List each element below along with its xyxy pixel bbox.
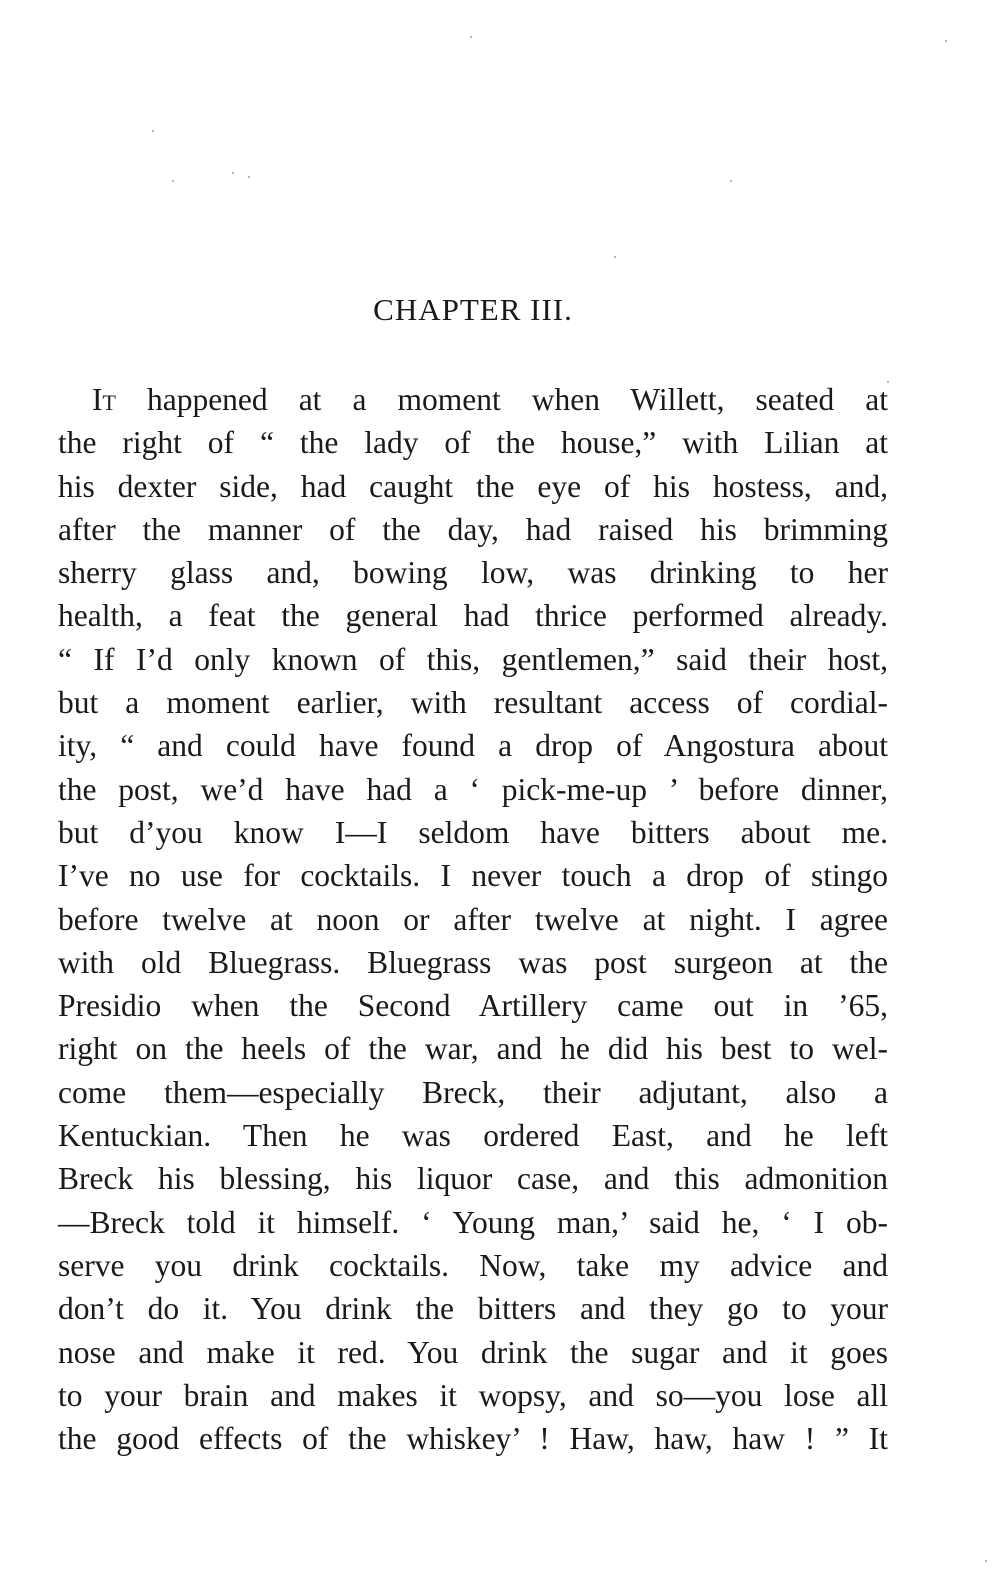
chapter-title: CHAPTER III.	[373, 292, 573, 327]
text-line: ity, “ and could have found a drop of Angostura about	[58, 728, 888, 764]
scan-speck	[172, 180, 174, 182]
scan-speck	[232, 172, 234, 174]
text-line: come them—especially Breck, their adjutant, also a	[58, 1074, 888, 1110]
text-line: nose and make it red. You drink the sugar and it goes	[58, 1334, 888, 1370]
text-line: Kentuckian. Then he was ordered East, and he left	[58, 1118, 888, 1154]
text-line	[58, 378, 888, 421]
scan-speck	[248, 176, 250, 178]
chapter-body	[58, 378, 888, 1460]
text-line: to your brain and makes it wopsy, and so—you lose all	[58, 1377, 888, 1413]
text-line: serve you drink cocktails. Now, take my advice and	[58, 1247, 888, 1283]
lead-word: It	[92, 382, 116, 417]
text-line: before twelve at noon or after twelve at night. I agree	[58, 901, 888, 937]
text-line: after the manner of the day, had raised his brimming	[58, 511, 888, 547]
text-line: Breck his blessing, his liquor case, and this admonition	[58, 1161, 888, 1197]
text-line: with old Bluegrass. Bluegrass was post surgeon at the	[58, 944, 888, 980]
text-line: —Breck told it himself. ‘ Young man,’ said he, ‘ I ob-	[58, 1204, 888, 1240]
text-line: Presidio when the Second Artillery came out in ’65,	[58, 988, 888, 1024]
text-line: I’ve no use for cocktails. I never touch a drop of stingo	[58, 858, 888, 894]
text-line: but a moment earlier, with resultant access of cordial-	[58, 685, 888, 721]
scan-speck	[985, 1560, 987, 1562]
text-line: right on the heels of the war, and he did his best to wel-	[58, 1031, 888, 1067]
text-line: sherry glass and, bowing low, was drinking to her	[58, 555, 888, 591]
scan-speck	[730, 180, 732, 182]
text-line: but d’you know I—I seldom have bitters about me.	[58, 814, 888, 850]
text-line: the post, we’d have had a ‘ pick-me-up ’ before dinner,	[58, 771, 888, 807]
scan-speck	[152, 130, 154, 132]
scan-speck	[945, 40, 947, 42]
text-line: health, a feat the general had thrice performed already.	[58, 598, 888, 634]
text-line: his dexter side, had caught the eye of his hostess, and,	[58, 468, 888, 504]
scan-speck	[470, 36, 472, 38]
text-line: don’t do it. You drink the bitters and they go to your	[58, 1291, 888, 1327]
text-line: the right of “ the lady of the house,” with Lilian at	[58, 425, 888, 461]
text-line-content: happened at a moment when Willett, seated at	[146, 382, 888, 417]
scan-speck	[614, 256, 616, 258]
text-line: the good effects of the whiskey’ ! Haw, haw, haw ! ” It	[58, 1421, 888, 1457]
text-line: “ If I’d only known of this, gentlemen,” said their host,	[58, 641, 888, 677]
